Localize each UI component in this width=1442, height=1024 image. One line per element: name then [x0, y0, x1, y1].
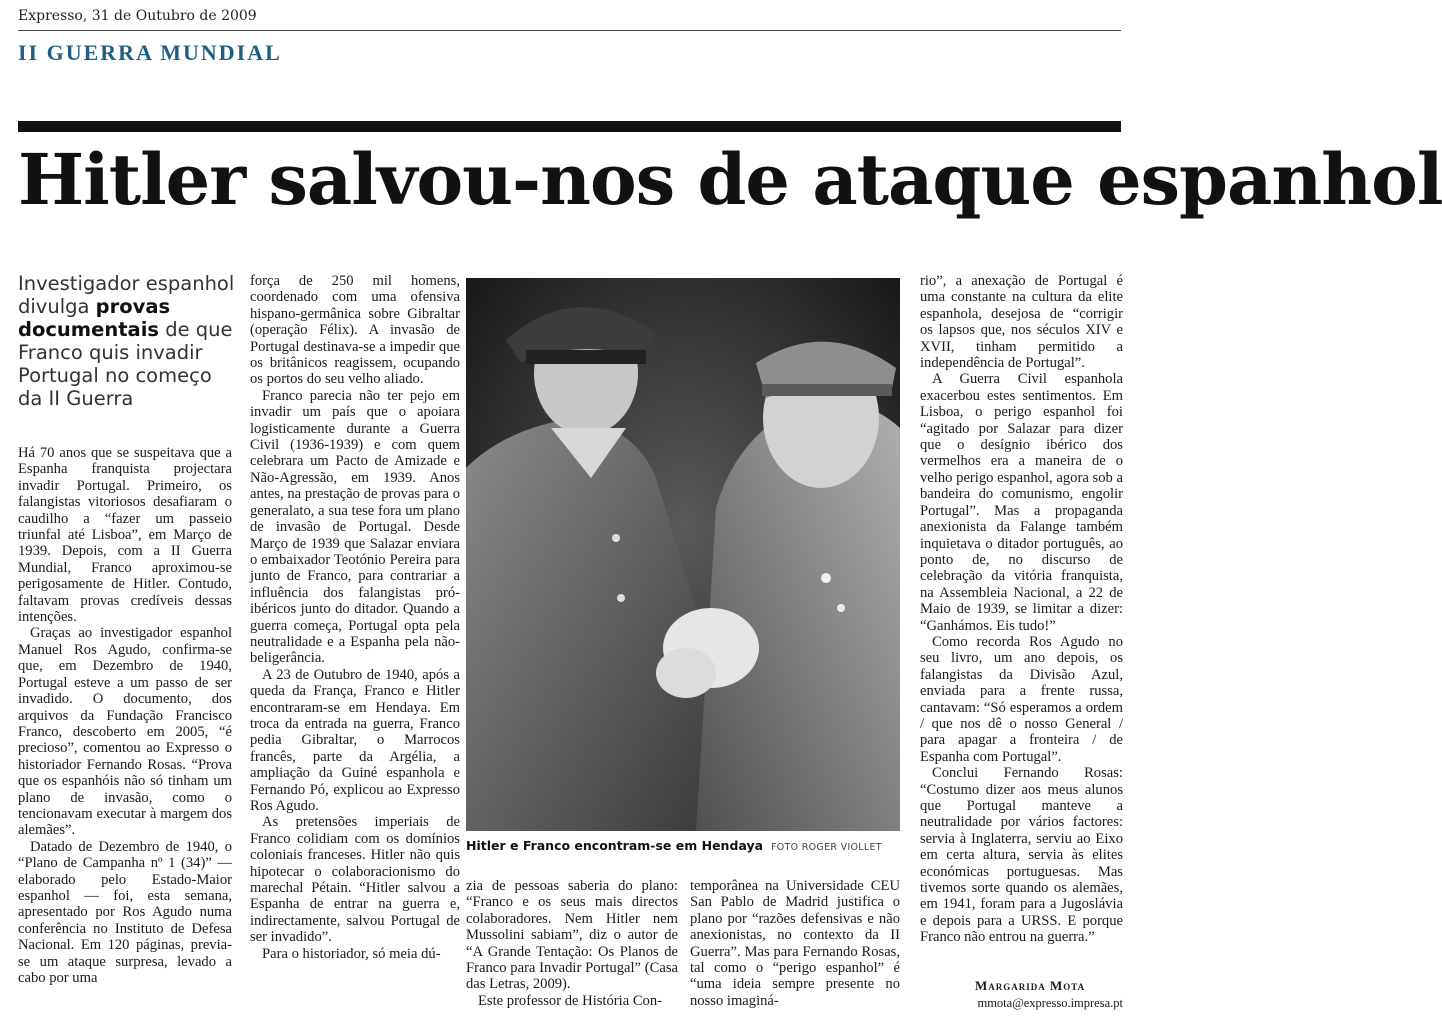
paragraph: Conclui Fernando Rosas: “Costumo dizer aos meus alunos que Portugal manteve a neutralidade por vários factores: servia à Inglaterra, serviu ao Eixo em certa altura, servia às elites económicas portuguesas. Mas tivemos sorte quando os alemães, em 1941, foram para a Jugoslávia e depois para a URSS. E porque Franco não entrou na guerra.” — [920, 765, 1123, 946]
article-column-1 — [18, 445, 232, 986]
caption-text: Hitler e Franco encontram-se em Hendaya — [466, 838, 764, 853]
paragraph: zia de pessoas saberia do plano: “Franco e os seus mais directos colaboradores. Nem Hitler nem Mussolini sabiam”, diz o autor de “A Grande Tentação: Os Planos de Franco para Invadir Portugal” (Casa das Letras, 2009). — [466, 878, 678, 993]
standfirst-bold: provas documentais — [18, 295, 171, 341]
paragraph: A Guerra Civil espanhola exacerbou estes sentimentos. Em Lisboa, o perigo espanhol foi “agitado por Salazar para dizer que o desígnio ibérico dos vermelhos era a maneira de o velho perigo espanhol, agora sob a bandeira do comunismo, engolir Portugal”. Mas a propaganda anexionista da Falange também inquietava o ditador português, ao ponto de, no discurso de celebração da vitória franquista, na Assembleia Nacional, a 22 de Maio de 1939, se limitar a dizer: “Ganhámos. Eis tudo!” — [920, 371, 1123, 634]
standfirst-rest: de que Franco quis invadir Portugal no começo da II Guerra — [18, 318, 233, 410]
photo-credit: FOTO ROGER VIOLLET — [771, 842, 882, 853]
paragraph: Datado de Dezembro de 1940, o “Plano de Campanha nº 1 (34)” — elaborado pelo Estado-Maior espanhol — foi, esta semana, apresentado por Ros Agudo numa conferência no Instituto de Defesa Nacional. Em 120 páginas, previa-se um ataque surpresa, levado a cabo por uma — [18, 838, 232, 986]
article-column-5 — [920, 273, 1123, 946]
news-photo — [466, 278, 900, 831]
masthead-rule — [18, 30, 1121, 31]
headline-rule — [18, 121, 1121, 132]
paragraph: A 23 de Outubro de 1940, após a queda da França, Franco e Hitler encontraram-se em Hendaya. Em troca da entrada na guerra, Franco pedia Gibraltar, o Marrocos francês, parte da Argélia, a ampliação da Guiné espanhola e Fernando Pó, explicou ao Expresso Ros Agudo. — [250, 666, 460, 814]
standfirst-lead: Investigador espanhol divulga — [18, 272, 235, 318]
paragraph: As pretensões imperiais de Franco colidiam com os domínios coloniais franceses. Hitler não quis hipotecar o colaboracionismo do marechal Pétain. “Hitler salvou a Espanha de entrar na guerra e, indirectamente, salvou Portugal de ser invadido”. — [250, 814, 460, 946]
article-column-4 — [690, 878, 900, 1009]
paragraph: rio”, a anexação de Portugal é uma constante na cultura da elite espanhola, desejosa de “corrigir os lapsos que, nos séculos XIV e XVII, tinham permitido a independência de Portugal”. — [920, 273, 1123, 372]
section-title: II GUERRA MUNDIAL — [18, 40, 282, 65]
paragraph: temporânea na Universidade CEU San Pablo de Madrid justifica o plano por “razões defensivas e não anexionistas, no contexto da II Guerra”. Mas para Fernando Rosas, tal como o “perigo espanhol” é “uma ideia sempre presente no nosso imaginá- — [690, 878, 900, 1009]
paragraph: Este professor de História Con- — [478, 992, 663, 1009]
paragraph: Para o historiador, só meia dú- — [262, 945, 441, 962]
paragraph: Franco parecia não ter pejo em invadir um país que o apoiara logisticamente durante a Guerra Civil (1936-1939) e com quem celebrara um Pacto de Amizade e Não-Agressão, em 1939. Anos antes, na prestação de provas para o generalato, a sua tese fora um plano de invasão de Portugal. Desde Março de 1939 que Salazar enviara o embaixador Teotónio Pereira para junto de Franco, para contrariar a influência dos falangistas pró-ibéricos junto do ditador. Quando a guerra começa, Portugal opta pela neutralidade e a Espanha pela não-beligerância. — [250, 387, 460, 667]
photo-caption — [466, 838, 900, 853]
article-column-3 — [466, 878, 678, 1009]
paragraph: Graças ao investigador espanhol Manuel Ros Agudo, confirma-se que, em Dezembro de 1940, Portugal esteve a um passo de ser invadido. O documento, dos arquivos da Fundação Francisco Franco, descoberto em 2005, “é precioso”, comentou ao Expresso o historiador Fernando Rosas. “Prova que os espanhóis não só tinham um plano de invasão, como o tencionavam executar à margem dos alemães”. — [18, 625, 232, 839]
standfirst — [18, 272, 240, 410]
headline: Hitler salvou-nos de ataque espanhol — [18, 138, 1442, 221]
paragraph: Há 70 anos que se suspeitava que a Espanha franquista projectara invadir Portugal. Primeiro, os falangistas vitoriosos desafiaram o caudilho a “fazer um passeio triunfal até Lisboa”, em Março de 1939. Depois, com a II Guerra Mundial, Franco aproximou-se perigosamente de Hitler. Contudo, faltavam provas credíveis dessas intenções. — [18, 445, 232, 626]
byline-email: mmota@expresso.impresa.pt — [977, 996, 1123, 1010]
photo-illustration — [466, 278, 900, 831]
byline-author: Margarida Mota — [974, 978, 1086, 993]
publication-date: Expresso, 31 de Outubro de 2009 — [18, 8, 257, 24]
paragraph: Como recorda Ros Agudo no seu livro, um ano depois, os falangistas da Divisão Azul, enviada para a frente russa, cantavam: “Só esperamos a ordem / que nos dê o nosso General / para apagar a fronteira / de Espanha com Portugal”. — [920, 633, 1123, 765]
article-column-2 — [250, 273, 460, 962]
paragraph: força de 250 mil homens, coordenado com uma ofensiva hispano-germânica sobre Gibraltar (operação Félix). A invasão de Portugal destinava-se a impedir que os britânicos reagissem, ocupando os portos do seu velho aliado. — [250, 273, 460, 388]
